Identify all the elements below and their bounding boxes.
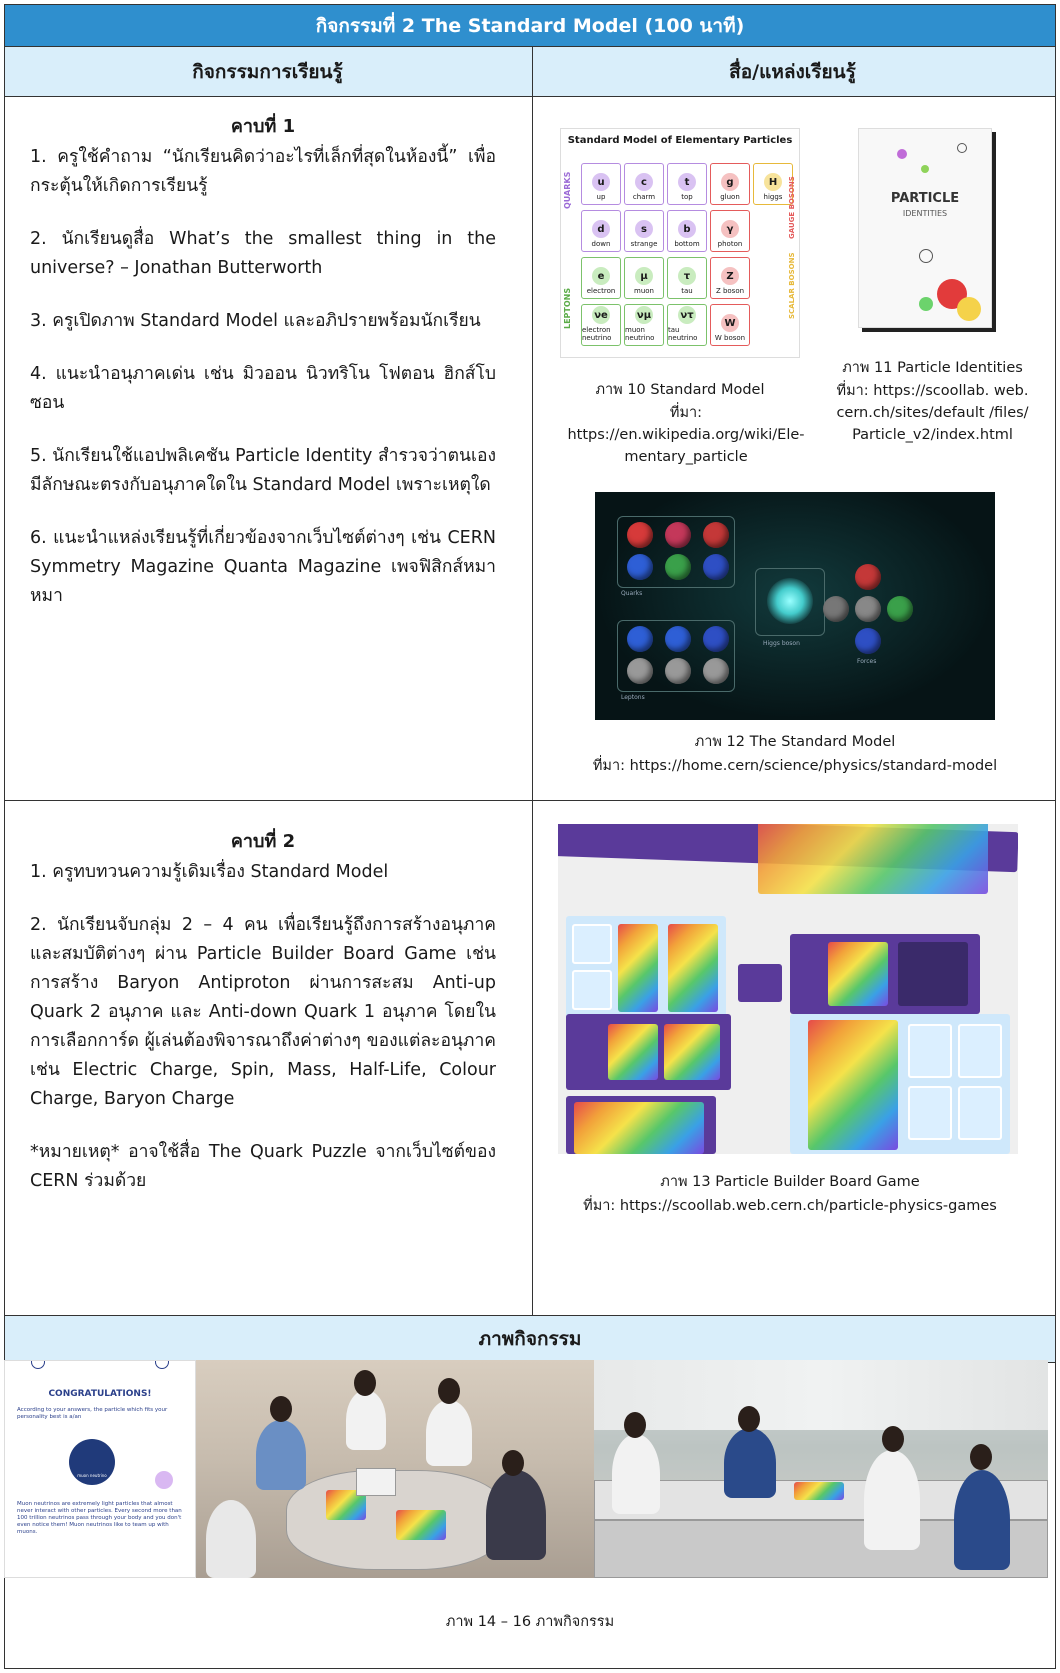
sm-side-label: SCALAR BOSONS	[788, 252, 796, 319]
decor-dot	[957, 297, 981, 321]
board-card	[618, 924, 658, 1012]
standard-model-chart-image	[560, 128, 800, 358]
particle-symbol: H	[764, 173, 782, 191]
particle-symbol: t	[678, 173, 696, 191]
fig12-source: ที่มา: https://home.cern/science/physics/standard-model	[592, 758, 998, 774]
particle-cell	[753, 163, 793, 205]
particle-symbol: d	[592, 220, 610, 238]
particle-symbol: γ	[721, 220, 739, 238]
student	[206, 1500, 256, 1578]
particle-symbol: ντ	[678, 306, 696, 324]
classroom-photo-1	[196, 1360, 594, 1578]
particle-cell	[667, 304, 707, 346]
period1-item: 1. ครูใช้คำถาม “นักเรียนคิดว่าอะไรที่เล็กที่สุดในห้องนี้” เพื่อกระตุ้นให้เกิดการเรียนรู้	[30, 147, 496, 196]
higgs-boson-glow	[767, 578, 813, 624]
particle-identity-result-screenshot	[4, 1360, 196, 1578]
quark-s-ball	[665, 554, 691, 580]
decor-dot	[919, 297, 933, 311]
lepton-ball	[703, 626, 729, 652]
icon-circle	[31, 1360, 45, 1369]
particle-name: electron neutrino	[582, 326, 612, 342]
card-fan	[758, 824, 988, 894]
particle-cell	[710, 163, 750, 205]
board-card	[396, 1510, 446, 1540]
particle-cell	[710, 210, 750, 252]
particle-name: photon	[717, 240, 743, 248]
particle-symbol: u	[592, 173, 610, 191]
particle-cell	[581, 304, 621, 346]
header-left: กิจกรรมการเรียนรู้	[192, 60, 343, 83]
neutrino-ball	[627, 658, 653, 684]
student-head	[882, 1426, 904, 1452]
board-slot	[572, 924, 612, 964]
header-right: สื่อ/แหล่งเรียนรู้	[729, 60, 856, 83]
muon-neutrino-badge	[69, 1439, 115, 1485]
particle-cell	[581, 257, 621, 299]
fig10-source: ที่มา: https://en.wikipedia.org/wiki/Ele-mentary_particle	[567, 405, 805, 465]
particle-name: muon neutrino	[625, 326, 655, 342]
board-card	[808, 1020, 898, 1150]
particle-name: bottom	[674, 240, 700, 248]
decor-dot	[921, 165, 929, 173]
student-head	[624, 1412, 646, 1438]
particle-cell	[667, 163, 707, 205]
particle-identities-cover-image	[858, 128, 992, 328]
badge-label: muon neutrino	[77, 1473, 107, 1478]
particle-symbol: s	[635, 220, 653, 238]
particle-name: charm	[632, 193, 656, 201]
row-divider	[5, 800, 1055, 801]
lepton-ball	[665, 626, 691, 652]
particle-symbol: νe	[592, 306, 610, 324]
sm-chart-title: Standard Model of Elementary Particles	[567, 135, 793, 146]
fig10-caption: ภาพ 10 Standard Model	[595, 382, 765, 398]
student	[612, 1434, 660, 1514]
student	[954, 1470, 1010, 1570]
board-card	[828, 942, 888, 1006]
board-card	[574, 1102, 704, 1154]
quarks-label: Quarks	[621, 590, 643, 597]
force-ball	[823, 596, 849, 622]
play-icon	[919, 249, 933, 263]
board-card	[664, 1024, 720, 1080]
leptons-label: Leptons	[621, 694, 645, 701]
student	[426, 1400, 472, 1466]
board-slot	[958, 1086, 1002, 1140]
particle-cell	[624, 257, 664, 299]
particle-symbol: W	[721, 314, 739, 332]
board-slot	[958, 1024, 1002, 1078]
particle-name: W boson	[714, 334, 746, 342]
particle-symbol: μ	[635, 267, 653, 285]
student-head	[970, 1444, 992, 1470]
particle-symbol: b	[678, 220, 696, 238]
period1-item: 6. แนะนำแหล่งเรียนรู้ที่เกี่ยวข้องจากเว็บไซต์ต่างๆ เช่น CERN Symmetry Magazine Quanta Magazine เพจฟิสิกส์หมาหมา	[30, 528, 496, 606]
particle-symbol: c	[635, 173, 653, 191]
particle-symbol: Z	[721, 267, 739, 285]
board-card	[608, 1024, 658, 1080]
quark-d-ball	[627, 554, 653, 580]
box	[356, 1468, 396, 1496]
particle-symbol: e	[592, 267, 610, 285]
fig13-source: ที่มา: https://scoollab.web.cern.ch/particle-physics-games	[583, 1198, 997, 1214]
cern-standard-model-image	[595, 492, 995, 720]
particle-cell	[710, 257, 750, 299]
particle-symbol: νμ	[635, 306, 653, 324]
result-intro-text: According to your answers, the particle which fits your personality best is a/an	[17, 1407, 168, 1420]
period1-item: 2. นักเรียนดูสื่อ What’s the smallest thing in the universe? – Jonathan Butterworth	[30, 229, 496, 278]
student-head	[738, 1406, 760, 1432]
result-body-text: Muon neutrinos are extremely light particles that almost never interact with other particles. Every second more than 100 trillion neutrinos pass through your body and you don't even notice them! Muon neutrinos like to team up with muons.	[17, 1501, 182, 1535]
neutrino-ball	[665, 658, 691, 684]
particle-name: higgs	[763, 193, 783, 201]
force-ball	[887, 596, 913, 622]
fig11-caption: ภาพ 11 Particle Identities	[842, 360, 1023, 376]
student-head	[270, 1396, 292, 1422]
fig12-caption: ภาพ 12 The Standard Model	[694, 734, 896, 750]
student-head	[502, 1450, 524, 1476]
student-head	[438, 1378, 460, 1404]
book-title: PARTICLE	[890, 191, 960, 206]
period2-item: 2. นักเรียนจับกลุ่ม 2 – 4 คน เพื่อเรียนรู้ถึงการสร้างอนุภาค และสมบัติต่างๆ ผ่าน Particle Builder Board Game เช่น การสร้าง Baryon Antiproton ผ่านการสะสม Anti-up Quark 2 อนุภาค และ Anti-down Quark 1 อนุภาค โดยในการเลือกการ์ด ผู้เล่นต้องพิจารณาถึงค่าต่างๆ ของแต่ละอนุภาค เช่น Electric Charge, Spin, Mass, Half-Life, Colour Charge, Baryon Charge	[30, 915, 496, 1109]
fig13-caption: ภาพ 13 Particle Builder Board Game	[660, 1174, 920, 1190]
period1-section	[30, 112, 496, 635]
particle-cell	[667, 210, 707, 252]
board-card	[794, 1482, 844, 1500]
lepton-ball	[627, 626, 653, 652]
board-card	[668, 924, 718, 1012]
fig14-16-caption: ภาพ 14 – 16 ภาพกิจกรรม	[445, 1614, 615, 1630]
particle-name: top	[681, 193, 693, 201]
student	[346, 1390, 386, 1450]
student	[864, 1450, 920, 1550]
forces-label: Forces	[857, 658, 877, 665]
board-slot	[908, 1086, 952, 1140]
windows	[594, 1360, 1048, 1430]
board-slot	[572, 970, 612, 1010]
particle-name: tau neutrino	[668, 326, 698, 342]
quark-u-ball	[627, 522, 653, 548]
sm-side-label: QUARKS	[563, 171, 572, 209]
higgs-label: Higgs boson	[763, 640, 800, 647]
board-card	[898, 942, 968, 1006]
particle-name: Z boson	[715, 287, 745, 295]
sm-side-label: LEPTONS	[563, 287, 572, 329]
info-icon	[155, 1360, 169, 1369]
period1-item: 3. ครูเปิดภาพ Standard Model และอภิปรายพร้อมนักเรียน	[30, 311, 481, 331]
quark-t-ball	[703, 522, 729, 548]
force-ball	[855, 596, 881, 622]
student	[724, 1428, 776, 1498]
decor-dot	[897, 149, 907, 159]
period2-heading: คาบที่ 2	[230, 831, 296, 852]
particle-name: electron	[586, 287, 616, 295]
info-icon	[957, 143, 967, 153]
period2-item: 1. ครูทบทวนความรู้เดิมเรื่อง Standard Model	[30, 862, 389, 882]
quark-b-ball	[703, 554, 729, 580]
board-slot	[908, 1024, 952, 1078]
photos-heading: ภาพกิจกรรม	[5, 1315, 1055, 1363]
particle-cell	[624, 163, 664, 205]
particle-name: gluon	[720, 193, 740, 201]
particle-cell	[710, 304, 750, 346]
force-ball	[855, 628, 881, 654]
particle-cell	[624, 304, 664, 346]
column-divider	[532, 47, 533, 1315]
student	[256, 1420, 306, 1490]
column-headers	[5, 47, 1055, 97]
period2-section	[30, 827, 496, 1220]
force-ball	[855, 564, 881, 590]
particle-cell	[581, 163, 621, 205]
congrats-headline: CONGRATULATIONS!	[48, 1389, 152, 1399]
period2-item: *หมายเหตุ* อาจใช้สื่อ The Quark Puzzle จากเว็บไซต์ของ CERN ร่วมด้วย	[30, 1142, 496, 1191]
book-subtitle: IDENTITIES	[902, 209, 948, 218]
period1-item: 5. นักเรียนใช้แอปพลิเคชัน Particle Identity สำรวจว่าตนเองมีลักษณะตรงกับอนุภาคใดใน Standard Model เพราะเหตุใด	[30, 446, 496, 495]
quark-c-ball	[665, 522, 691, 548]
neutrino-ball	[703, 658, 729, 684]
period1-heading: คาบที่ 1	[230, 116, 296, 137]
student-head	[354, 1370, 376, 1396]
particle-builder-board-game-image	[558, 824, 1018, 1154]
sm-side-label: GAUGE BOSONS	[788, 176, 796, 239]
classroom-photo-2	[594, 1360, 1048, 1578]
card-deck	[738, 964, 782, 1002]
decor-dot	[155, 1471, 173, 1489]
particle-name: down	[591, 240, 611, 248]
particle-symbol: g	[721, 173, 739, 191]
particle-cell	[667, 257, 707, 299]
particle-name: strange	[630, 240, 658, 248]
particle-name: up	[596, 193, 606, 201]
activity-title: กิจกรรมที่ 2 The Standard Model (100 นาที)	[5, 5, 1055, 47]
particle-name: tau	[681, 287, 693, 295]
period1-item: 4. แนะนำอนุภาคเด่น เช่น มิวออน นิวทริโน โฟตอน ฮิกส์โบซอน	[30, 364, 496, 413]
particle-cell	[581, 210, 621, 252]
fig11-source: ที่มา: https://scoollab. web. cern.ch/sites/default /files/ Particle_v2/index.html	[836, 383, 1029, 443]
particle-cell	[624, 210, 664, 252]
student	[486, 1470, 546, 1560]
particle-name: muon	[634, 287, 654, 295]
particle-symbol: τ	[678, 267, 696, 285]
